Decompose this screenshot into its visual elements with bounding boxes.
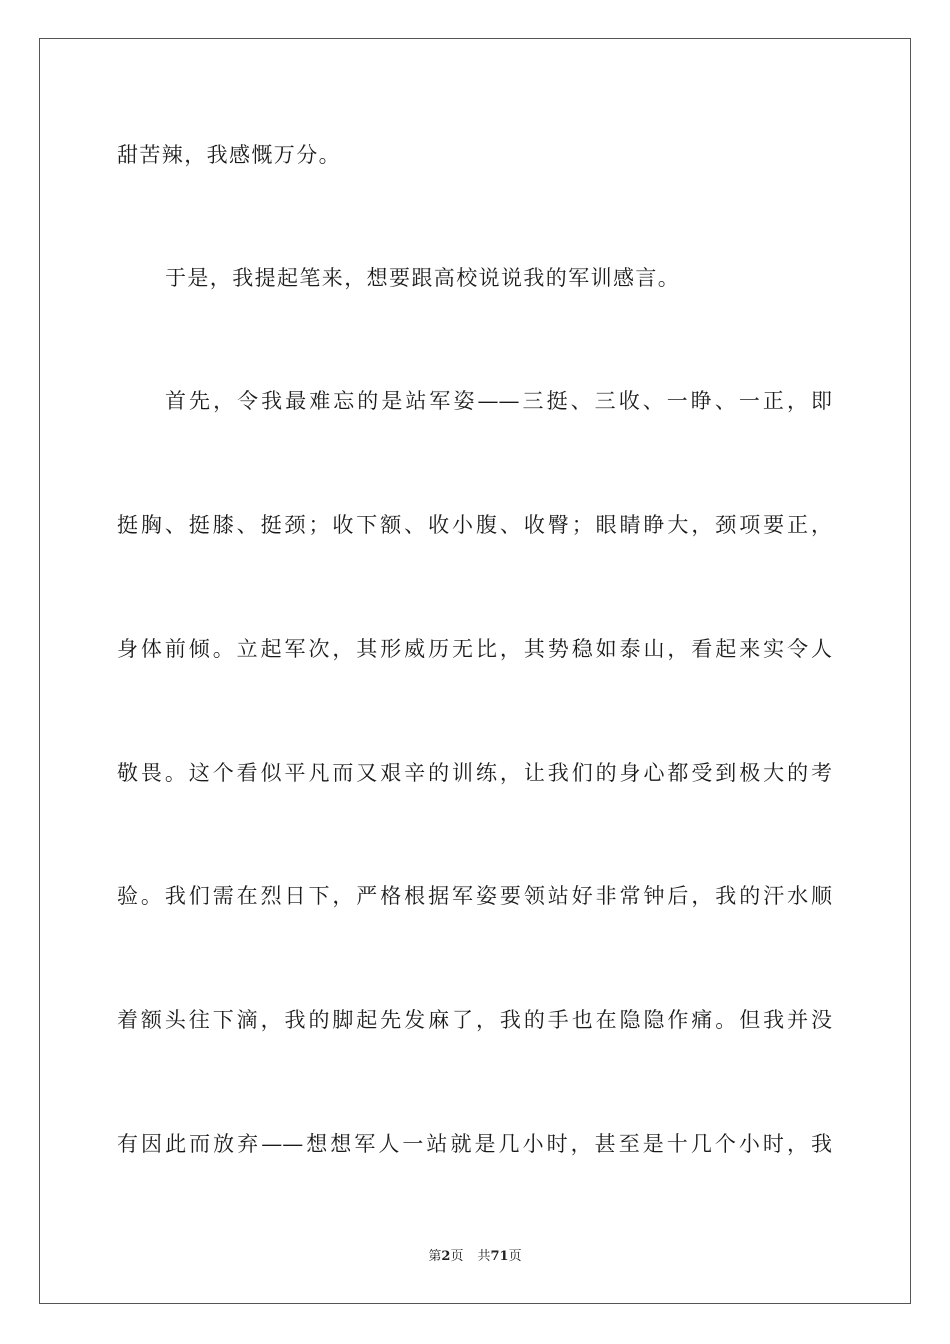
page-footer — [0, 1248, 950, 1266]
page-border — [39, 38, 911, 1304]
page-prefix: 第 — [428, 1249, 442, 1264]
text-line-5: 身体前倾。立起军次，其形威历无比，其势稳如泰山，看起来实令人 — [117, 637, 832, 661]
total-suffix: 页 — [508, 1249, 522, 1264]
text-line-3: 首先，令我最难忘的是站军姿——三挺、三收、一睁、一正，即 — [165, 389, 832, 413]
page-suffix: 页 — [450, 1249, 464, 1264]
total-pages: 71 — [490, 1249, 509, 1264]
total-prefix: 共 — [477, 1249, 491, 1264]
text-line-2: 于是，我提起笔来，想要跟高校说说我的军训感言。 — [165, 266, 681, 290]
text-line-6: 敬畏。这个看似平凡而又艰辛的训练，让我们的身心都受到极大的考 — [117, 761, 832, 785]
text-line-7: 验。我们需在烈日下，严格根据军姿要领站好非常钟后，我的汗水顺 — [117, 884, 832, 908]
text-line-4: 挺胸、挺膝、挺颈；收下额、收小腹、收臀；眼睛睁大，颈项要正， — [117, 513, 832, 537]
page-number: 2 — [441, 1249, 451, 1264]
text-line-1: 甜苦辣，我感慨万分。 — [117, 143, 341, 167]
text-line-8: 着额头往下滴，我的脚起先发麻了，我的手也在隐隐作痛。但我并没 — [117, 1008, 832, 1032]
text-line-9: 有因此而放弃——想想军人一站就是几小时，甚至是十几个小时，我 — [117, 1132, 832, 1156]
